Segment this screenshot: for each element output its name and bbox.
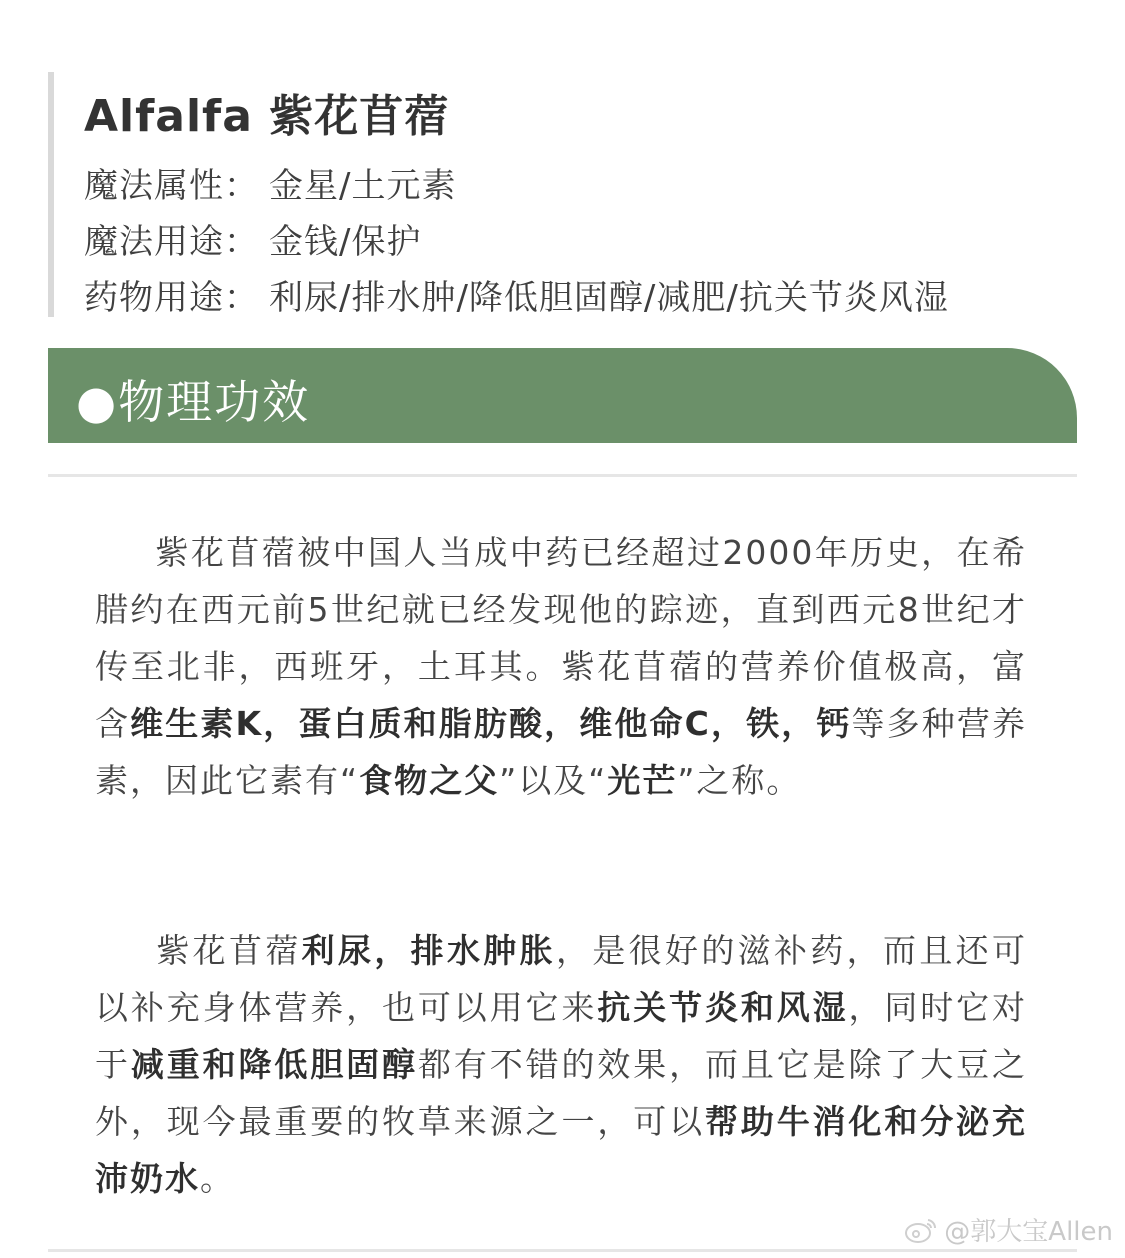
section-title-text: 物理功效 (118, 375, 311, 429)
weibo-icon (904, 1216, 938, 1244)
medicinal-use-value: 利尿/排水肿/降低胆固醇/减肥/抗关节炎风湿 (269, 278, 949, 318)
herb-info-card (48, 72, 1054, 317)
herb-title: Alfalfa 紫花苜蓿 (84, 91, 450, 142)
divider (48, 474, 1077, 477)
magic-attribute-label: 魔法属性： (84, 166, 259, 206)
paragraph-text: ，是很好的滋补药，而且还可以补充身体营养，也可以用它来 (95, 931, 1028, 1027)
paragraph-emphasis: 食物之父 (359, 761, 500, 800)
bullet-icon: ● (76, 375, 119, 429)
magic-attribute-row (84, 158, 456, 207)
watermark (904, 1211, 1113, 1248)
medicinal-use-label: 药物用途： (84, 278, 259, 318)
magic-use-value: 金钱/保护 (269, 222, 422, 262)
divider (48, 1249, 1077, 1252)
paragraph-text: ，同时它对于 (95, 988, 1028, 1084)
paragraph-text: 。 (200, 1159, 235, 1198)
paragraph-emphasis: 减重和降低胆固醇 (130, 1045, 418, 1084)
paragraph-text: ”之称。 (677, 761, 802, 800)
paragraph-text: 都有不错的效果，而且它是除了大豆之外，现今最重要的牧草来源之一，可以 (95, 1045, 1028, 1141)
magic-attribute-value: 金星/土元素 (269, 166, 457, 206)
paragraph-text: 等多种营养素，因此它素有“ (95, 704, 1028, 800)
paragraph-text: 紫花苜蓿 (155, 931, 302, 970)
paragraph-emphasis: 帮助牛消化和分泌充沛奶水 (95, 1102, 1028, 1198)
paragraph-emphasis: 光芒 (607, 761, 678, 800)
paragraph-text: ”以及“ (499, 761, 608, 800)
paragraph-history (95, 524, 1027, 809)
section-title (76, 366, 310, 432)
medicinal-use-row (84, 270, 949, 319)
watermark-text: @郭大宝Allen (944, 1217, 1113, 1247)
paragraph-emphasis: 利尿，排水肿胀 (301, 931, 557, 970)
magic-use-label: 魔法用途： (84, 222, 259, 262)
section-banner (48, 348, 1077, 443)
paragraph-emphasis: 抗关节炎和风湿 (597, 988, 849, 1027)
paragraph-text: 紫花苜蓿被中国人当成中药已经超过2000年历史，在希腊约在西元前5世纪就已经发现他的踪迹，直到西元8世纪才传至北非，西班牙，土耳其。紫花苜蓿的营养价值极高，富含 (95, 533, 1027, 743)
paragraph-emphasis: 维生素K，蛋白质和脂肪酸，维他命C，铁，钙 (130, 704, 852, 743)
paragraph-benefits (95, 922, 1027, 1207)
magic-use-row (84, 214, 421, 263)
